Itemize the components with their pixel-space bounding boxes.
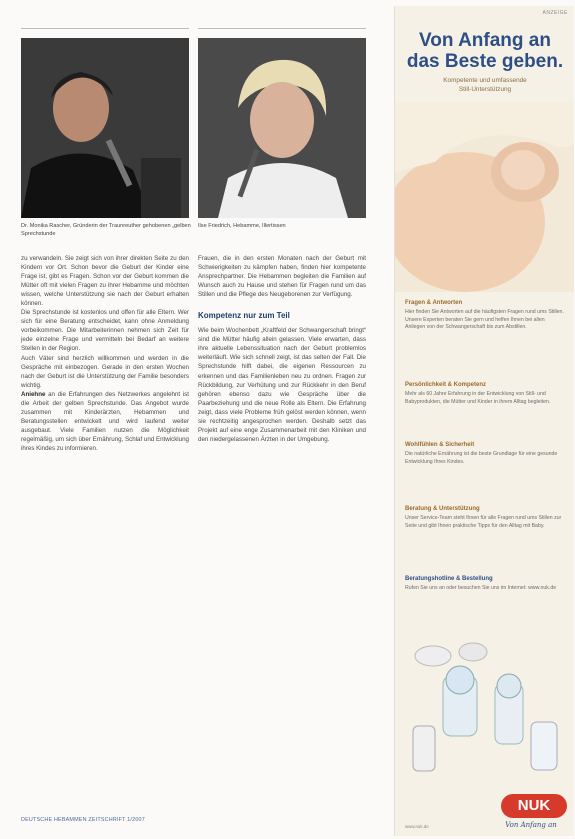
- ad-section-wellbeing: [405, 442, 565, 466]
- article-paragraph: Auch Väter sind herzlich willkommen und werden in die Gespräche mit einbezogen. Gerade in den ersten Wochen nach der Geburt ist die Unterstützung der Familie besonders wichtig.: [21, 354, 189, 389]
- top-rule-left: [21, 28, 189, 29]
- ad-section-text: Die natürliche Ernährung ist die beste Grundlage für eine gesunde Entwicklung Ihres Kindes.: [405, 451, 558, 465]
- lead-word: Aniehne: [21, 390, 46, 398]
- ad-subline-line1: Kompetente und umfassende: [443, 77, 527, 84]
- ad-section-title: Fragen & Antworten: [405, 300, 463, 306]
- ad-headline-line2: das Beste geben.: [406, 51, 564, 72]
- ad-section-title: Beratung & Unterstützung: [405, 506, 480, 512]
- page-footer: DEUTSCHE HEBAMMEN ZEITSCHRIFT 1/2007: [21, 817, 145, 823]
- section-subhead: Kompetenz nur zum Teil: [198, 311, 290, 321]
- article-paragraph-lead: [21, 390, 189, 453]
- ad-section-competence: [405, 382, 565, 406]
- article-paragraph: Die Sprechstunde ist kostenlos und offen für alle Eltern. Wer sich für eine Beratung entscheidet, kann ohne Anmeldung vorbeikommen. Die Mitarbeiterinnen nehmen sich Zeit für jede einzelne Frage und vermitteln bei Bedarf an weitere Stellen in der Region.: [21, 309, 189, 353]
- ad-section-text: Rufen Sie uns an oder besuchen Sie uns im Internet: www.nuk.de: [405, 585, 557, 592]
- ad-section-title: Beratungshotline & Bestellung: [405, 576, 493, 582]
- portrait-illustration-left: [21, 38, 189, 218]
- article-paragraph: Frauen, die in den ersten Monaten nach der Geburt mit Schwierigkeiten zu kämpfen haben, finden hier kompetente Ansprechpartner. Die Hebammen begleiten die Familien auf Wunsch auch zu Hause und stehen für Fragen rund um das Stillen und die Pflege des Neugeborenen zur Verfügung.: [198, 255, 366, 299]
- top-rule-right: [198, 28, 366, 29]
- article-paragraph: Wie beim Wochenbett „Kraftfeld der Schwangerschaft bringt“ sind die Mütter häufig allein gelassen. Viele erwarten, dass ihre aktuelle Lebenssituation nach der Geburt problemlos weiterläuft. Wie sich schnell zeigt, ist das selten der Fall. Die Sprechstunde hilft dabei, die eigenen Ressourcen zu erkennen und das Familienleben neu zu ordnen. Fragen zur Rückbildung, zur Verhütung und zur Rückkehr in den Beruf gehören ebenso dazu wie Gespräche über die Paarbeziehung und die neue Rolle als Eltern. Die Erfahrung zeigt, dass viele Probleme früh gelöst werden können, wenn sie rechtzeitig angesprochen werden. Deshalb setzt das Projekt auf eine enge Zusammenarbeit mit den Kliniken und den niedergelassenen Ärzten in der Umgebung.: [198, 327, 366, 443]
- photo-speaker-right: [198, 38, 366, 218]
- ad-subline: [403, 76, 567, 94]
- ad-section-title: Wohlfühlen & Sicherheit: [405, 442, 475, 448]
- nuk-slogan: Von Anfang an: [505, 821, 557, 829]
- ad-section-text: Mehr als 60 Jahre Erfahrung in der Entwicklung von Still- und Babyprodukten, die Mütter und Kinder in ihrem Alltag begleiten.: [405, 391, 551, 405]
- ad-mother-baby-photo: [395, 102, 574, 292]
- ad-section-hotline: [405, 576, 565, 593]
- article-paragraph: zu verwandeln. Sie zeigt sich von ihrer direkten Seite zu den Kindern vor Ort. Schon bevor die Geburt der Kinder eine Frage ist, gibt es Fragen. Schon vor der Geburt kommen die Mütter oft mit vielen Fragen zu ihrer Hebamme und möchten wissen, welche Unterstützung sie nach der Geburt erhalten können.: [21, 255, 189, 308]
- ad-breast-pump-products: [403, 636, 567, 786]
- ad-section-support: [405, 506, 565, 530]
- article-column-right: [198, 254, 366, 444]
- ad-subline-line2: Still-Unterstützung: [458, 86, 512, 93]
- lead-text: an die Erfahrungen des Netzwerkes angelehnt ist die Arbeit der gelben Sprechstunde. Das Angebot wurde zusammen mit Kinderärzten, Hebammen und Beratungsstellen entwickelt und wird laufend weiter ausgebaut. Viele Familien nutzen die Möglichkeit regelmäßig, um sich über Ernährung, Schlaf und Entwicklung ihres Kindes zu informieren.: [21, 390, 189, 452]
- portrait-illustration-right: [198, 38, 366, 218]
- ad-section-title: Persönlichkeit & Kompetenz: [405, 382, 487, 388]
- photo-caption-left: Dr. Monika Rascher, Gründerin der Traunreuther gehobenen „gelben Sprechstunde: [21, 223, 191, 237]
- article-column-left: [21, 254, 189, 453]
- ad-section-text: Hier finden Sie Antworten auf die häufigsten Fragen rund ums Stillen. Unsere Experten beraten Sie gern und helfen Ihnen bei allen Anliegen von der Schwangerschaft bis zum Abstillen.: [405, 309, 564, 330]
- ad-url: www.nuk.de: [405, 824, 429, 829]
- ad-section-faq: [405, 300, 565, 331]
- photo-speaker-left: [21, 38, 189, 218]
- ad-headline-line1: Von Anfang an: [419, 30, 551, 51]
- ad-headline: [403, 30, 567, 72]
- ad-section-text: Unser Service-Team steht Ihnen für alle Fragen rund ums Stillen zur Seite und gibt Ihnen praktische Tipps für den Alltag mit Baby.: [405, 515, 562, 529]
- photo-caption-right: Ilse Friedrich, Hebamme, Illertissen: [198, 223, 286, 229]
- advertisement: [394, 6, 574, 836]
- nuk-logo: NUK: [501, 794, 567, 818]
- ad-tag: ANZEIGE: [542, 10, 568, 16]
